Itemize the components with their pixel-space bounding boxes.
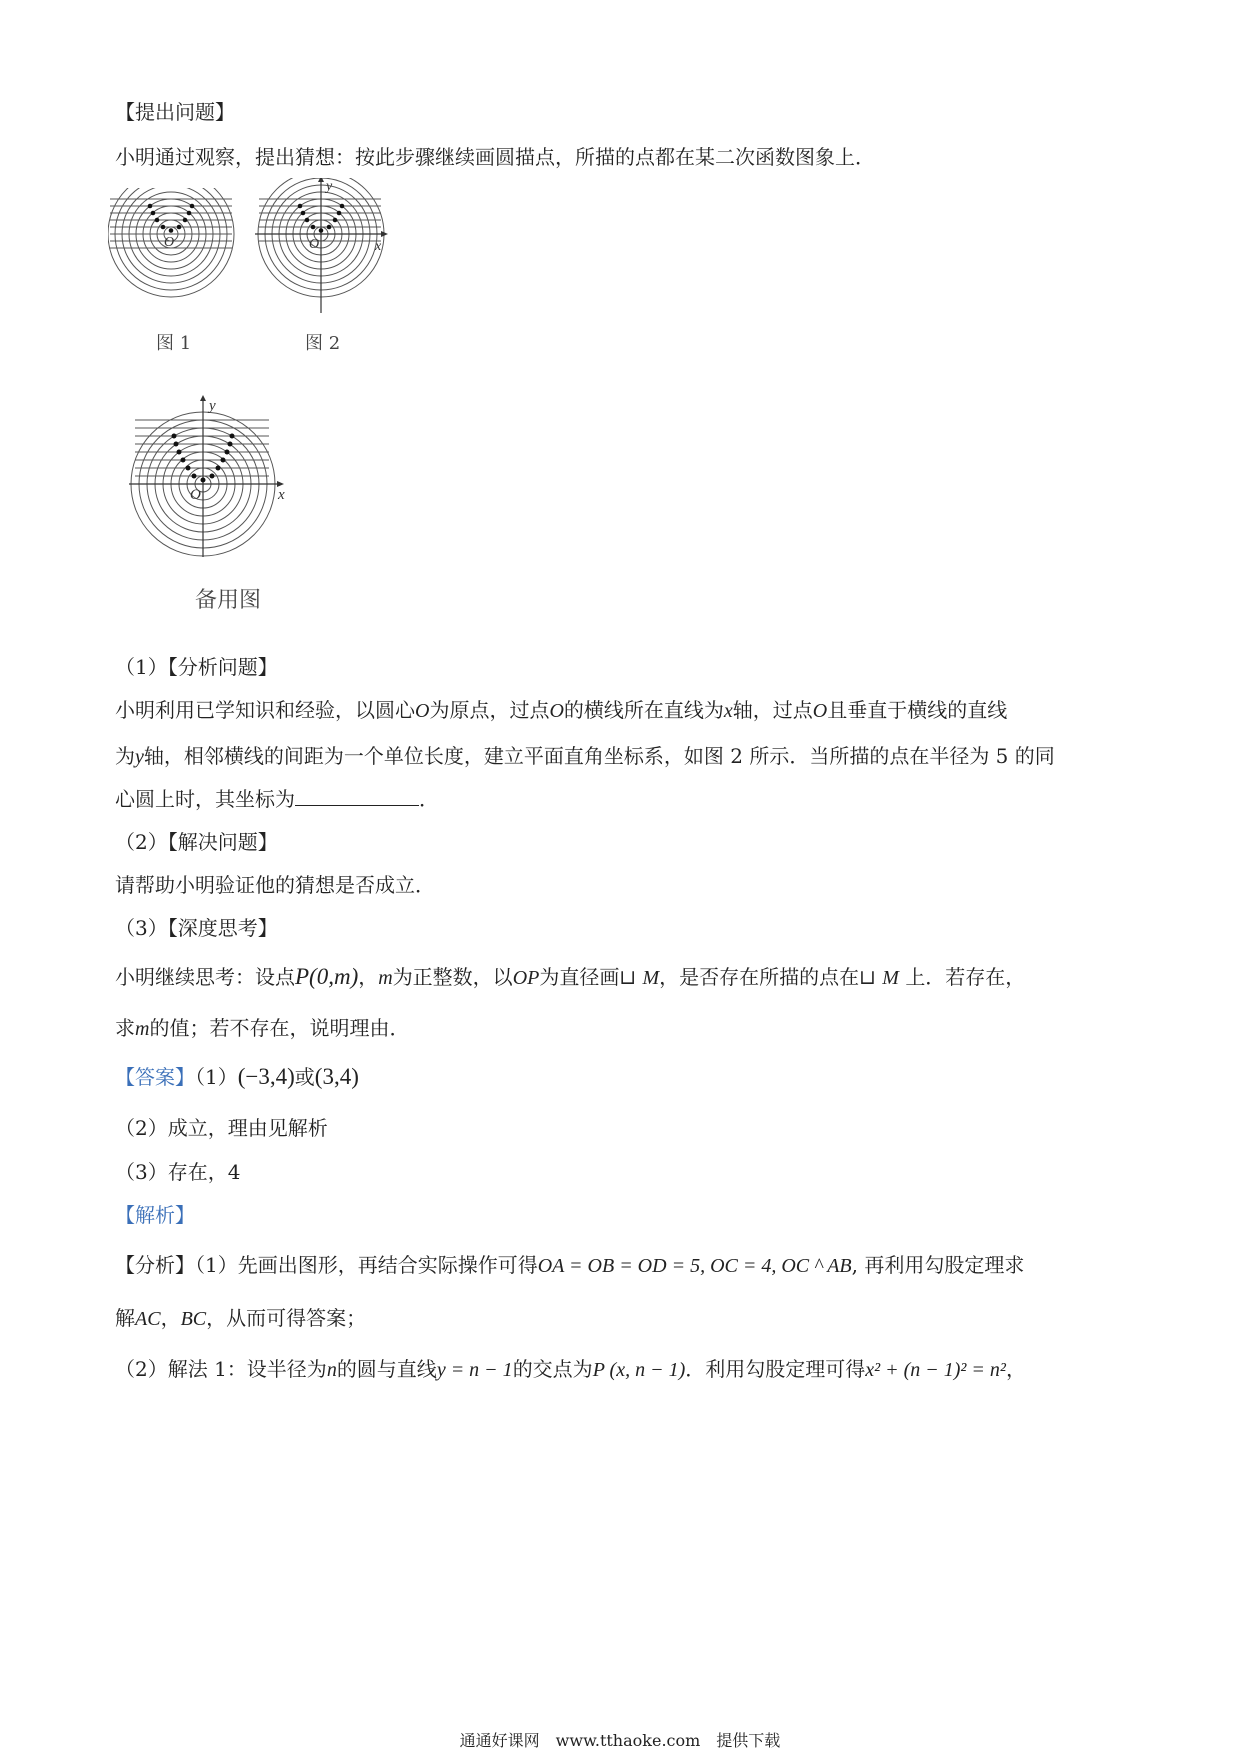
figure-2 [255,178,390,323]
answer-line-3: （3）存在，4 [115,1160,241,1184]
figure-2-caption: 图 2 [305,333,341,354]
section-heading-raise-question: 【提出问题】 [115,100,235,124]
answer-label: 【答案】 [115,1065,195,1089]
q3-heading: （3）【深度思考】 [115,916,278,940]
fig2-x-arrow [381,231,388,237]
q3-line-1: 小明继续思考：设点P(0,m)，m为正整数，以OP为直径画⊔ M，是否存在所描的点在⊔ M 上．若存在， [115,964,1026,989]
figure-spare [127,395,292,560]
spare-y-label: y [209,398,216,414]
spare-y-arrow [200,395,206,401]
fig2-x-label: x [375,239,382,254]
analysis-line-3: （2）解法 1：设半径为n的圆与直线y = n − 1的交点为P (x, n − 1)．利用勾股定理可得x² + (n − 1)² = n²， [115,1357,1026,1381]
fig2-y-label: y [326,179,333,194]
spare-origin-label: O [190,487,201,503]
q3-line-2: 求m的值；若不存在，说明理由． [115,1016,410,1040]
analysis-line-1: 【分析】（1）先画出图形，再结合实际操作可得OA = OB = OD = 5, OC = 4, OC ^ AB, 再利用勾股定理求 [115,1253,1025,1277]
q2-heading: （2）【解决问题】 [115,830,278,854]
q1-heading: （1）【分析问题】 [115,655,278,679]
answer-line-1: 【答案】（1）(−3,4)或(3,4) [115,1064,359,1089]
analysis-line-2: 解AC，BC，从而可得答案； [115,1306,367,1330]
q1-line-2: 为y轴，相邻横线的间距为一个单位长度，建立平面直角坐标系，如图 2 所示．当所描的点在半径为 5 的同 [115,744,1055,768]
answer-blank [295,787,419,806]
page-footer: 通通好课网 www.tthaoke.com 提供下载 [459,1731,781,1750]
fig2-y-arrow [318,178,324,182]
fig2-origin-label: O [309,237,320,252]
q1-line-3: 心圆上时，其坐标为 ． [115,787,439,811]
figure-1 [108,188,238,323]
conjecture-paragraph: 小明通过观察，提出猜想：按此步骤继续画圆描点，所描的点都在某二次函数图象上． [115,145,875,169]
figure-1-caption: 图 1 [156,333,192,354]
spare-x-label: x [278,487,285,503]
fig1-center-label: O [164,235,175,250]
q1-line-1: 小明利用已学知识和经验，以圆心O为原点，过点O的横线所在直线为x轴，过点O且垂直于横线的直线 [115,698,1008,722]
analysis-label: 【解析】 [115,1203,195,1227]
figure-spare-caption: 备用图 [195,588,262,613]
q2-text: 请帮助小明验证他的猜想是否成立． [115,873,435,897]
fig1-plotted-points [148,204,195,233]
answer-line-2: （2）成立，理由见解析 [115,1116,328,1140]
